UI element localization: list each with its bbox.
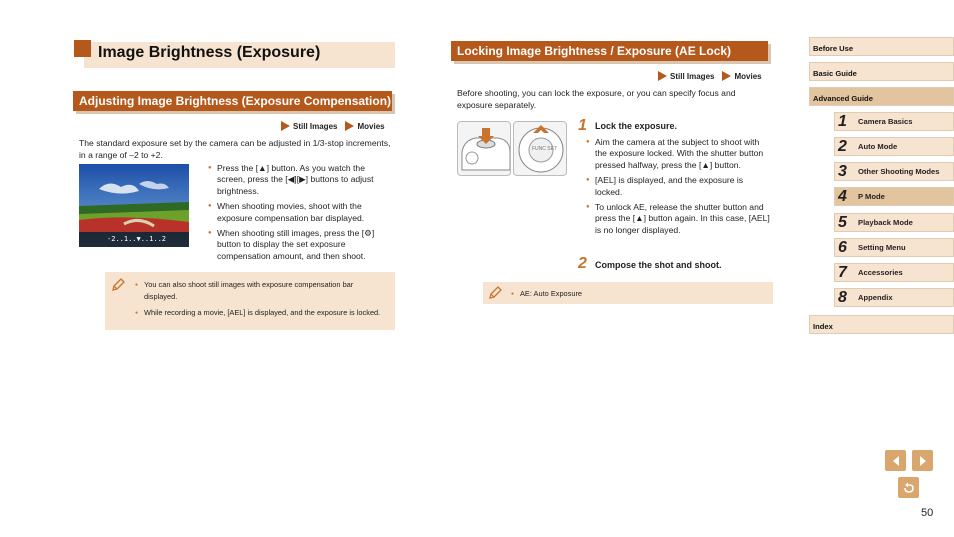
section-title-exposure-compensation: Adjusting Image Brightness (Exposure Compensation)	[73, 91, 392, 111]
section-title-ae-lock: Locking Image Brightness / Exposure (AE Lock)	[451, 41, 768, 61]
note-list-right	[511, 288, 761, 304]
chapter-number: 7	[838, 263, 847, 281]
nav-chapter-4[interactable]	[834, 187, 954, 206]
mode-still-images	[281, 121, 337, 131]
nav-advanced-guide[interactable]: Advanced Guide	[809, 87, 954, 106]
note-item: ● You can also shoot still images with exposure compensation bar displayed.	[135, 279, 385, 303]
nav-chapter-5[interactable]	[834, 213, 954, 232]
arrow-right-icon	[917, 455, 929, 467]
chapter-label: Appendix	[858, 293, 893, 302]
nav-chapter-6[interactable]	[834, 238, 954, 257]
nav-chapter-1[interactable]	[834, 112, 954, 131]
nav-chapter-8[interactable]	[834, 288, 954, 307]
mode-label: Movies	[357, 121, 385, 131]
step-1-list	[586, 137, 772, 240]
note-item: ● While recording a movie, [AEL] is displayed, and the exposure is locked.	[135, 307, 385, 319]
list-item: ● When shooting movies, shoot with the exposure compensation bar displayed.	[208, 201, 394, 224]
triangle-icon	[345, 121, 354, 131]
step-title-2: Compose the shot and shoot.	[595, 260, 722, 270]
camera-dial-illustration	[513, 121, 567, 176]
note-item: ● AE: Auto Exposure	[511, 288, 761, 300]
mode-movies	[345, 121, 384, 131]
shutter-button-icon	[458, 122, 511, 176]
mode-movies	[722, 71, 761, 81]
chapter-label: P Mode	[858, 192, 885, 201]
previous-page-button[interactable]	[885, 450, 906, 471]
list-item: ● When shooting still images, press the [⚙] button to display the set exposure compensation amount, and then shoot.	[208, 228, 394, 262]
list-item: ● [AEL] is displayed, and the exposure is locked.	[586, 175, 772, 198]
step-title-1: Lock the exposure.	[595, 121, 678, 131]
list-item: ● Aim the camera at the subject to shoot with the exposure locked. With the shutter button pressed halfway, press the [▲] button.	[586, 137, 772, 171]
chapter-label: Setting Menu	[858, 243, 906, 252]
pencil-icon	[487, 285, 503, 301]
chapter-number: 8	[838, 288, 847, 306]
triangle-icon	[658, 71, 667, 81]
return-icon	[902, 481, 916, 495]
mode-still-images	[658, 71, 714, 81]
nav-index[interactable]: Index	[809, 315, 954, 334]
intro-text-right: Before shooting, you can lock the exposure, or you can specify focus and exposure separately.	[457, 88, 736, 110]
return-button[interactable]	[898, 477, 919, 498]
mode-label: Still Images	[293, 121, 338, 131]
chapter-number: 3	[838, 162, 847, 180]
list-item: ● Press the [▲] button. As you watch the screen, press the [◀][▶] buttons to adjust brightness.	[208, 163, 394, 197]
chapter-label: Playback Mode	[858, 218, 913, 227]
note-box-left	[105, 272, 395, 330]
chapter-number: 6	[838, 238, 847, 256]
next-page-button[interactable]	[912, 450, 933, 471]
triangle-icon	[281, 121, 290, 131]
chapter-number: 2	[838, 137, 847, 155]
step-number-1: 1	[578, 117, 587, 134]
mode-indicators-left	[281, 121, 385, 131]
mode-label: Movies	[734, 71, 762, 81]
list-item: ● To unlock AE, release the shutter button and press the [▲] button again. In this case, [AEL] is no longer displayed.	[586, 202, 772, 236]
mode-indicators-right	[658, 71, 762, 81]
chapter-label: Other Shooting Modes	[858, 167, 940, 176]
arrow-left-icon	[890, 455, 902, 467]
triangle-icon	[722, 71, 731, 81]
pencil-icon	[110, 277, 126, 293]
chapter-label: Camera Basics	[858, 117, 913, 126]
dial-label: FUNC SET	[532, 146, 557, 152]
nav-chapter-2[interactable]	[834, 137, 954, 156]
nav-before-use[interactable]: Before Use	[809, 37, 954, 56]
title-marker	[74, 40, 91, 57]
camera-shutter-illustration	[457, 121, 511, 176]
chapter-label: Accessories	[858, 268, 903, 277]
nav-chapter-7[interactable]	[834, 263, 954, 282]
note-box-right	[483, 282, 773, 304]
step-number-2: 2	[578, 255, 587, 272]
nav-basic-guide[interactable]: Basic Guide	[809, 62, 954, 81]
note-list-left	[135, 279, 385, 323]
page-title: Image Brightness (Exposure)	[98, 44, 321, 61]
nav-chapter-3[interactable]	[834, 162, 954, 181]
mode-label: Still Images	[670, 71, 715, 81]
chapter-number: 5	[838, 213, 847, 231]
chapter-label: Auto Mode	[858, 142, 898, 151]
chapter-number: 4	[838, 187, 847, 205]
instruction-list-left	[208, 163, 394, 266]
example-photo	[79, 164, 189, 247]
chapter-number: 1	[838, 112, 847, 130]
intro-text: The standard exposure set by the camera can be adjusted in 1/3-stop increments, in a range of –2 to +2.	[79, 138, 391, 160]
page-number: 50	[921, 507, 934, 519]
exposure-compensation-bar: -2..1..▼..1..2	[79, 232, 189, 247]
